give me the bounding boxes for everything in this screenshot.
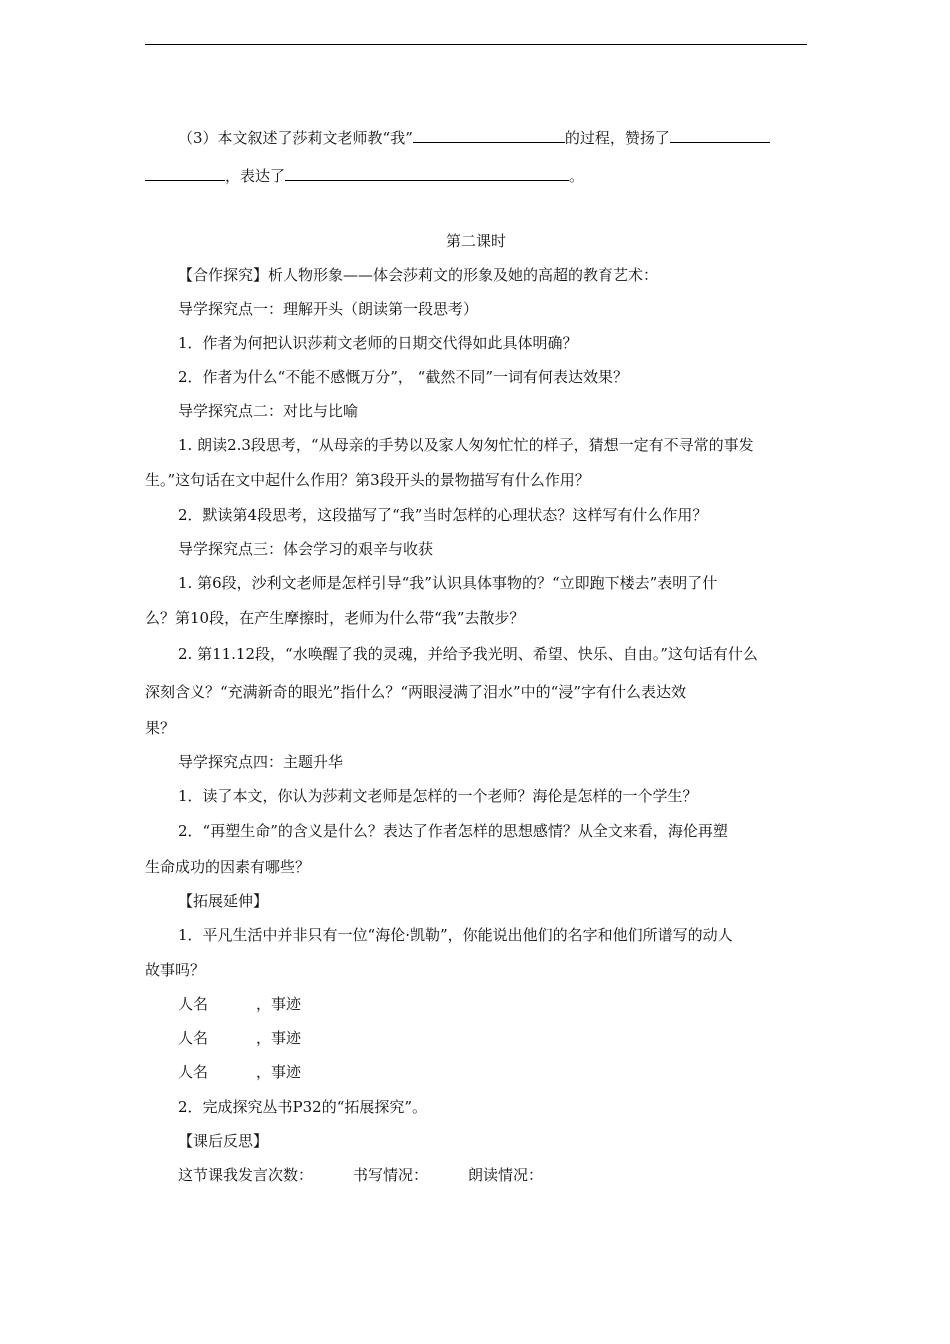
point4-title: 导学探究点四：主题升华 — [178, 753, 344, 771]
lesson-title: 第二课时 — [445, 232, 506, 250]
point3-q1-line1: 1. 第6段，沙利文老师是怎样引导“我”认识具体事物的？“立即跑下楼去”表明了什 — [178, 574, 718, 592]
point1-q2: 2．作者为什么“不能不感慨万分”， “截然不同”一词有何表达效果？ — [178, 368, 628, 386]
cooperative-heading: 【合作探究】析人物形象——体会莎莉文的形象及她的高超的教育艺术： — [178, 266, 659, 284]
q3-part3: ，表达了 — [225, 167, 286, 185]
name-label: 人名 — [178, 1063, 209, 1081]
deed-label: ，事迹 — [256, 995, 302, 1013]
speak-count-label: 这节课我发言次数： — [178, 1166, 314, 1184]
blank-process[interactable] — [413, 127, 565, 143]
extension-heading: 【拓展延伸】 — [178, 892, 269, 910]
point2-title: 导学探究点二：对比与比喻 — [178, 402, 359, 420]
point4-q1: 1．读了本文，你认为莎莉文老师是怎样的一个老师？海伦是怎样的一个学生？ — [178, 787, 698, 805]
q3-line1 — [178, 127, 770, 148]
point3-title: 导学探究点三：体会学习的艰辛与收获 — [178, 540, 434, 558]
point3-q1-line2: 么？第10段，在产生摩擦时，老师为什么带“我”去散步？ — [145, 609, 525, 627]
point4-q2-line1: 2．“再塑生命”的含义是什么？表达了作者怎样的思想感情？从全文来看，海伦再塑 — [178, 822, 728, 840]
extension-q1-line1: 1．平凡生活中并非只有一位“海伦·凯勒”，你能说出他们的名字和他们所谱写的动人 — [178, 926, 733, 944]
writing-label: 书写情况： — [353, 1166, 429, 1184]
name-deed-row-3 — [178, 1062, 301, 1082]
point4-q2-line2: 生命成功的因素有哪些？ — [145, 858, 311, 876]
blank-praise-1[interactable] — [670, 127, 770, 143]
q3-part4: 。 — [569, 167, 585, 185]
blank-express[interactable] — [285, 165, 569, 181]
point2-q1-line2: 生。”这句话在文中起什么作用？第3段开头的景物描写有什么作用？ — [145, 471, 590, 489]
name-deed-row-2 — [178, 1028, 301, 1048]
header-rule — [145, 44, 807, 45]
deed-label: ，事迹 — [256, 1063, 302, 1081]
reflection-heading: 【课后反思】 — [178, 1132, 269, 1150]
q3-line2 — [145, 165, 584, 186]
extension-q2: 2．完成探究丛书P32的“拓展探究”。 — [178, 1098, 428, 1116]
point3-q2-line1: 2. 第11.12段，“水唤醒了我的灵魂，并给予我光明、希望、快乐、自由。”这句话有什么 — [178, 645, 758, 663]
point2-q1-line1: 1. 朗读2.3段思考，“从母亲的手势以及家人匆匆忙忙的样子，猜想一定有不寻常的事发 — [178, 436, 754, 454]
point1-q1: 1．作者为何把认识莎莉文老师的日期交代得如此具体明确？ — [178, 334, 578, 352]
q3-part1: （3）本文叙述了莎莉文老师教“我” — [178, 129, 413, 147]
reading-label: 朗读情况： — [468, 1166, 544, 1184]
reflection-row — [178, 1165, 543, 1185]
point1-title: 导学探究点一：理解开头（朗读第一段思考） — [178, 300, 479, 318]
extension-q1-line2: 故事吗？ — [145, 961, 206, 979]
name-label: 人名 — [178, 995, 209, 1013]
point3-q2-line2: 深刻含义？“充满新奇的眼光”指什么？“两眼浸满了泪水”中的“浸”字有什么表达效 — [145, 683, 687, 701]
point2-q2: 2．默读第4段思考，这段描写了“我”当时怎样的心理状态？这样写有什么作用？ — [178, 506, 708, 524]
name-deed-row-1 — [178, 994, 301, 1014]
point3-q2-line3: 果？ — [145, 719, 176, 737]
q3-part2: 的过程，赞扬了 — [564, 129, 670, 147]
blank-praise-2[interactable] — [145, 165, 225, 181]
name-label: 人名 — [178, 1029, 209, 1047]
deed-label: ，事迹 — [256, 1029, 302, 1047]
